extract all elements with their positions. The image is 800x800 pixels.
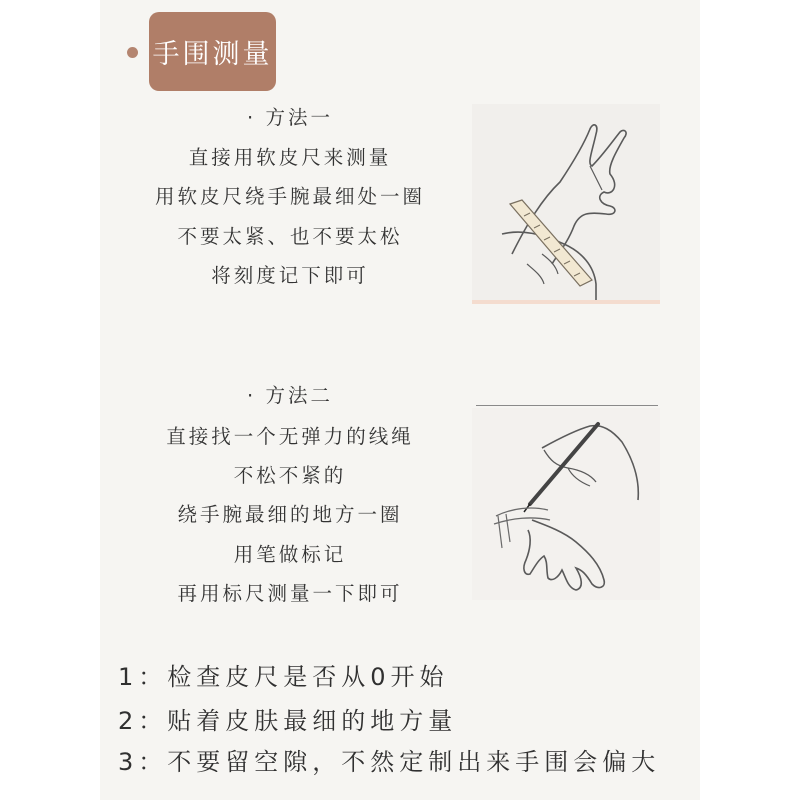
measurement-guide-card — [100, 0, 700, 800]
method2-line: 用笔做标记 — [233, 543, 347, 566]
tape-measure-wrist-illustration — [472, 104, 660, 304]
method1-line: 将刻度记下即可 — [211, 264, 369, 287]
method2-line: 不松不紧的 — [233, 464, 347, 487]
string-and-pen-wrist-illustration — [472, 408, 660, 600]
page-title: 手围测量 — [152, 39, 273, 70]
method1-line: 不要太紧、也不要太松 — [177, 225, 403, 248]
tip-item: 3：不要留空隙，不然定制出来手围会偏大 — [118, 748, 661, 776]
method1-heading: · 方法一 — [247, 106, 333, 129]
title-bullet-dot — [127, 47, 138, 58]
method2-line: 再用标尺测量一下即可 — [177, 582, 403, 605]
method1-line: 直接用软皮尺来测量 — [188, 146, 392, 169]
title-badge — [149, 12, 276, 91]
method2-heading: · 方法二 — [247, 384, 333, 407]
method2-line: 绕手腕最细的地方一圈 — [177, 503, 403, 526]
illustration-divider — [476, 405, 658, 406]
method2-line: 直接找一个无弹力的线绳 — [166, 425, 414, 448]
tip-item: 2：贴着皮肤最细的地方量 — [118, 707, 458, 735]
tip-item: 1：检查皮尺是否从0开始 — [118, 663, 449, 691]
method1-line: 用软皮尺绕手腕最细处一圈 — [154, 185, 425, 208]
